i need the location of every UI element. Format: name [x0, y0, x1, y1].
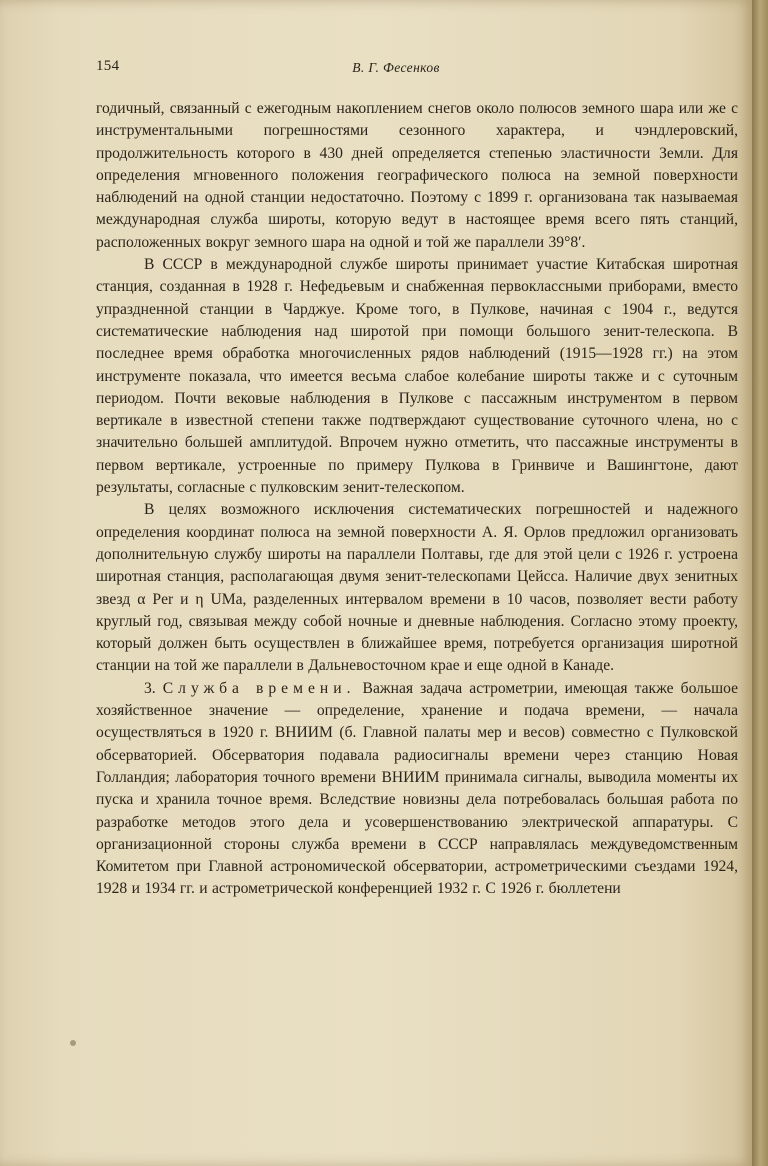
page-header [96, 58, 736, 82]
paragraph-1: годичный, связанный с ежегодным накоплением снегов около полюсов земного шара или же с инструментальными погрешностями сезонного характера, и чэндлеровский, продолжительность которого в 430 дней определяется степенью эластичности Земли. Для определения мгновенного положения географического полюса на земной поверхности наблюдений на одной станции недостаточно. Поэтому с 1899 г. организована так называемая международная служба широты, которую ведут в настоящее время всего пять станций, расположенных вокруг земного шара на одной и той же параллели 39°8′. [96, 100, 738, 251]
body-text [96, 98, 738, 901]
page-number: 154 [96, 58, 120, 74]
paragraph-4 [96, 678, 738, 901]
paragraph-4-text: Важная задача астрометрии, имеющая также большое хозяйственное значение — определение, хранение и подача времени, — начала осуществляться в 1920 г. ВНИИМ (б. Главной палаты мер и весов) совместно с Пулковской обсерваторией. Обсерватория подавала радиосигналы времени через станцию Новая Голландия; лаборатория точного времени ВНИИМ принимала сигналы, выводила моменты их пуска и хранила точное время. Вследствие новизны дела потребовалась большая работа по разработке методов этого дела и усовершенствованию электрической аппаратуры. С организационной стороны служба времени в СССР направлялась междуведомственным Комитетом при Главной астрономической обсерватории, астрометрическими съездами 1924, 1928 и 1934 гг. и астрометрической конференцией 1932 г. С 1926 г. бюллетени [96, 679, 738, 898]
paragraph-2: В СССР в международной службе широты принимает участие Китабская широтная станция, созданная в 1928 г. Нефедьевым и снабженная первоклассными приборами, вместо упраздненной станции в Чарджуе. Кроме того, в Пулкове, начиная с 1904 г., ведутся систематические наблюдения над широтой при помощи большого зенит-телескопа. В последнее время обработка многочисленных рядов наблюдений (1915—1928 гг.) на этом инструменте показала, что имеется весьма слабое колебание широты также и с суточным периодом. Почти вековые наблюдения в Пулкове с пассажным инструментом в первом вертикале в известной степени также подтверждают существование суточного члена, но с значительно большей амплитудой. Впрочем нужно отметить, что пассажные инструменты в первом вертикале, устроенные по примеру Пулкова в Гринвиче и Вашингтоне, дают результаты, согласные с пулковским зенит-телескопом. [96, 256, 738, 497]
paragraph-3: В целях возможного исключения систематических погрешностей и надежного определения координат полюса на земной поверхности А. Я. Орлов предложил организовать дополнительную службу широты на параллели Полтавы, где для этой цели с 1926 г. устроена широтная станция, располагающая двумя зенит-телескопами Цейсса. Наличие двух зенитных звезд α Per и η UMa, разделенных интервалом времени в 10 часов, позволяет вести работу круглый год, связывая между собой ночные и дневные наблюдения. Согласно этому проекту, который должен быть осуществлен в ближайшее время, потребуется организация широтной станции на той же параллели в Дальневосточном крае и еще одной в Канаде. [96, 501, 738, 675]
section-heading: Служба времени. [162, 679, 356, 697]
page-edge [752, 0, 768, 1166]
section-number: 3. [144, 679, 163, 697]
ink-spot [70, 1040, 76, 1046]
running-title: В. Г. Фесенков [352, 60, 440, 75]
